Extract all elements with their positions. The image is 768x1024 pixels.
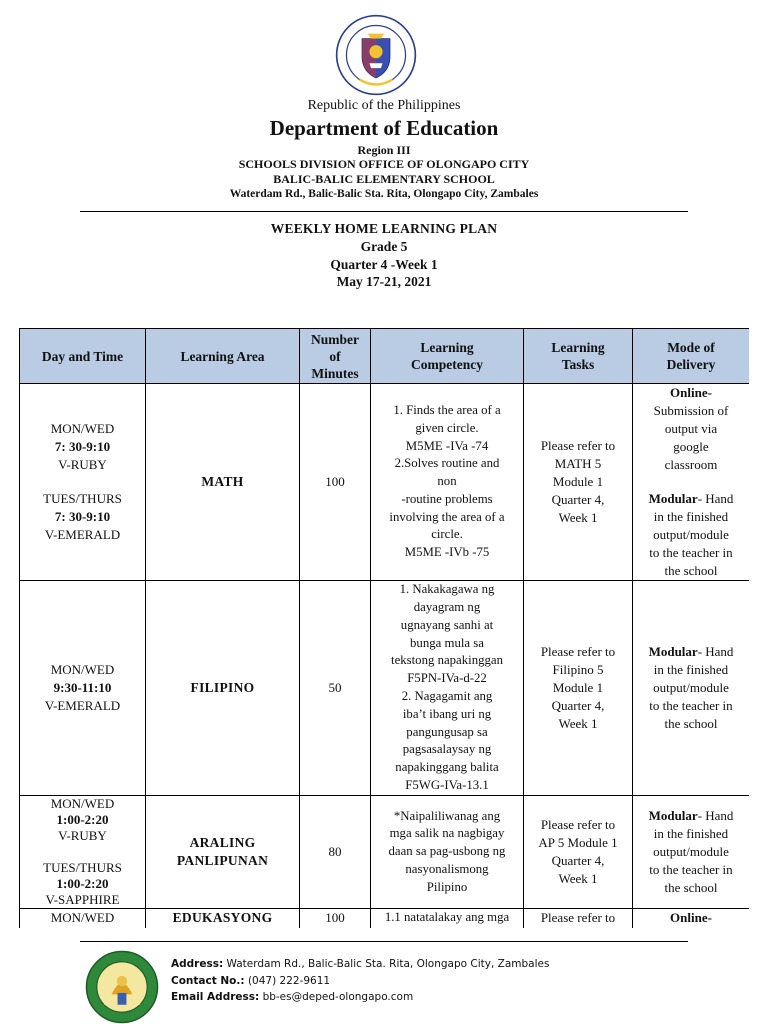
day-time-cell: MON/WED 1:00-2:20 V-RUBY TUES/THURS 1:00-2:20 V-SAPPHIRE (20, 796, 146, 909)
plan-grade: Grade 5 (360, 239, 408, 254)
learning-area-cell: MATH (146, 384, 300, 581)
table-header-row (20, 329, 750, 384)
deped-seal-logo (335, 14, 417, 96)
day-time-cell: MON/WED 7: 30-9:10 V-RUBY TUES/THURS 7: 30-9:10 V-EMERALD (20, 384, 146, 581)
republic-line: Republic of the Philippines (307, 98, 461, 113)
header-day-time: Day and Time (20, 329, 146, 384)
division-line: SCHOOLS DIVISION OFFICE OF OLONGAPO CITY (238, 157, 530, 171)
tasks-cell: Please refer to AP 5 Module 1 Quarter 4, Week 1 (524, 796, 633, 909)
footer-divider (80, 941, 688, 942)
plan-title: WEEKLY HOME LEARNING PLAN (270, 221, 498, 236)
header-tasks: Learning Tasks (524, 329, 633, 384)
header-mode: Mode of Delivery (633, 329, 750, 384)
table-row (20, 909, 750, 929)
footer-contact: Contact No.: (047) 222-9611 (171, 975, 331, 987)
school-logo (85, 950, 159, 1024)
day-time-cell: MON/WED 9:30-11:10 V-EMERALD (20, 581, 146, 796)
footer-email[interactable]: Email Address: bb-es@deped-olongapo.com (171, 991, 414, 1003)
minutes-cell: 50 (300, 581, 371, 796)
learning-plan-table-container (19, 328, 749, 928)
header-minutes: Number of Minutes (300, 329, 371, 384)
mode-cell: Online- (633, 909, 750, 929)
header-divider (80, 211, 688, 212)
learning-area-cell: ARALING PANLIPUNAN (146, 796, 300, 909)
tasks-cell: Please refer to Filipino 5 Module 1 Quarter 4, Week 1 (524, 581, 633, 796)
tasks-cell: Please refer to MATH 5 Module 1 Quarter 4, Week 1 (524, 384, 633, 581)
day-time-cell: MON/WED (20, 909, 146, 929)
learning-area-cell: EDUKASYONG (146, 909, 300, 929)
header-learning-area: Learning Area (146, 329, 300, 384)
minutes-cell: 80 (300, 796, 371, 909)
competency-cell: 1. Finds the area of a given circle. M5ME -IVa -74 2.Solves routine and non -routine problems involving the area of a circle. M5ME -IVb -75 (371, 384, 524, 581)
competency-cell: 1.1 natatalakay ang mga (371, 909, 524, 929)
plan-dates: May 17-21, 2021 (336, 274, 432, 289)
plan-quarter-week: Quarter 4 -Week 1 (330, 257, 438, 272)
mode-cell: Modular- Hand in the finished output/module to the teacher in the school (633, 796, 750, 909)
school-address: Waterdam Rd., Balic-Balic Sta. Rita, Olongapo City, Zambales (229, 188, 539, 200)
header-competency: Learning Competency (371, 329, 524, 384)
minutes-cell: 100 (300, 384, 371, 581)
school-name: BALIC-BALIC ELEMENTARY SCHOOL (273, 172, 495, 186)
tasks-cell: Please refer to (524, 909, 633, 929)
competency-cell: *Naipaliliwanag ang mga salik na nagbigay daan sa pag-usbong ng nasyonalismong Pilipino (371, 796, 524, 909)
minutes-cell: 100 (300, 909, 371, 929)
mode-cell: Online- Submission of output via google classroom Modular- Hand in the finished output/module to the teacher in the school (633, 384, 750, 581)
region-line: Region III (357, 143, 411, 157)
table-row (20, 796, 750, 909)
learning-plan-table (19, 328, 749, 928)
competency-cell: 1. Nakakagawa ng dayagram ng ugnayang sanhi at bunga mula sa tekstong napakinggan F5PN-IVa-d-22 2. Nagagamit ang iba’t ibang uri ng pangungusap sa pagsasalaysay ng napakinggang balita F5WG-IVa-13.1 (371, 581, 524, 796)
table-row (20, 581, 750, 796)
learning-area-cell: FILIPINO (146, 581, 300, 796)
footer-address: Address: Waterdam Rd., Balic-Balic Sta. Rita, Olongapo City, Zambales (171, 958, 550, 970)
mode-cell: Modular- Hand in the finished output/module to the teacher in the school (633, 581, 750, 796)
table-row (20, 384, 750, 581)
department-title: Department of Education (269, 116, 499, 140)
